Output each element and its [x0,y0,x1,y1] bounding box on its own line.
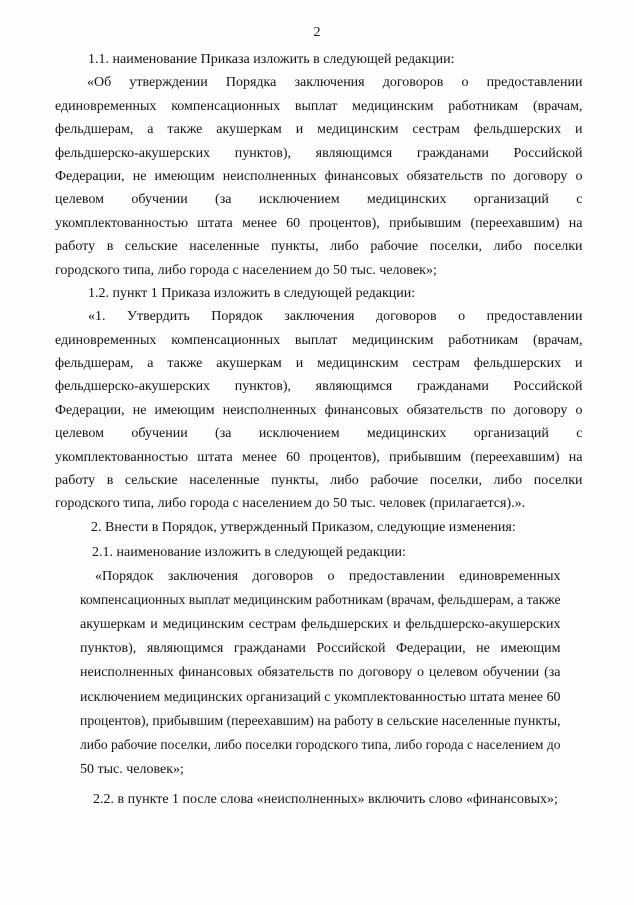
line-text: Федерации, не имеющим неисполненных финансовых обязательств по договору о [55,402,583,418]
line-text: работу в сельские населенные пункты, либо рабочие поселки, либо поселки [55,473,583,489]
clause-1-1 [55,48,583,71]
line-text: единовременных компенсационных выплат медицинским работникам (врачам, [55,98,583,114]
line-text: целевом обучении (за исключением медицинских организаций с [55,426,583,442]
line-text: фельдшерско-акушерских пунктов), являющимся гражданами Российской [55,379,583,395]
line-text: «Об утверждении Порядка заключения договоров о предоставлении [87,75,583,91]
text-line [80,734,561,758]
line-text: фельдшерско-акушерских пунктов), являющимся гражданами Российской [55,145,583,161]
line-text: 2.2. в пункте 1 после слова «неисполненных» включить слово «финансовых»; [93,791,558,807]
line-text: 50 тыс. человек»; [80,761,184,777]
line-text: процентов), прибывшим (переехавшим) на работу в сельские населенные пункты, [80,713,561,729]
text-line [80,710,561,734]
text-line [55,492,583,515]
line-text: работу в сельские населенные пункты, либо рабочие поселки, либо поселки [55,239,583,255]
line-text: фельдшерам, а также акушеркам и медицинским сестрам фельдшерских и [55,122,583,138]
line-text: укомплектованностью штата менее 60 процентов), прибывшим (переехавшим) на [55,449,583,465]
clause-2 [55,516,583,539]
line-text: Федерации, не имеющим неисполненных финансовых обязательств по договору о [55,168,583,184]
text-line [55,329,583,352]
quoted-order-title [55,71,583,282]
text-line [55,305,583,328]
text-line [80,686,561,710]
text-line [80,541,561,565]
line-text: исключением медицинских организаций с укомплектованностью штата менее 60 [80,689,561,705]
text-line [80,589,561,613]
line-text: 2. Внести в Порядок, утвержденный Приказом, следующие изменения: [91,519,516,535]
line-text: 2.1. наименование изложить в следующей редакции: [92,545,406,560]
line-text: городского типа, либо города с населением до 50 тыс. человек (прилагается).». [55,496,526,512]
line-text: «1. Утвердить Порядок заключения договоров о предоставлении [88,309,583,325]
text-line [55,95,583,118]
text-line [55,259,583,282]
document-body-upper [55,48,583,539]
line-text: либо рабочие поселки, либо поселки городского типа, либо города с населением до [80,737,561,753]
text-line [55,71,583,94]
text-line [80,661,561,685]
line-text: «Порядок заключения договоров о предоставлении единовременных [95,569,561,585]
document-body-lower [80,541,561,812]
line-text: целевом обучении (за исключением медицинских организаций с [55,192,583,208]
line-text: компенсационных выплат медицинским работникам (врачам, фельдшерам, а также [80,593,561,609]
clause-2-1 [80,541,561,565]
line-text: 1.1. наименование Приказа изложить в следующей редакции: [88,52,455,67]
text-line [55,118,583,141]
quoted-order-item-1 [55,305,583,516]
line-text: городского типа, либо города с населением до 50 тыс. человек»; [55,262,437,278]
line-text: неисполненных финансовых обязательств по договору о целевом обучении (за [80,665,561,681]
text-line [55,352,583,375]
text-line [55,399,583,422]
text-line [55,165,583,188]
clause-2-2 [80,788,561,812]
text-line [55,446,583,469]
text-line [55,375,583,398]
text-line [55,282,583,305]
line-text: единовременных компенсационных выплат медицинским работникам (врачам, [55,332,583,348]
text-line [80,565,561,589]
page-number: 2 [313,25,321,40]
text-line [80,758,561,782]
text-line [80,613,561,637]
line-text: 1.2. пункт 1 Приказа изложить в следующей редакции: [88,285,416,301]
line-text: фельдшерам, а также акушеркам и медицинским сестрам фельдшерских и [55,356,583,372]
text-line [55,235,583,258]
text-line [55,212,583,235]
text-line [55,516,583,539]
line-text: укомплектованностью штата менее 60 процентов), прибывшим (переехавшим) на [55,215,583,231]
text-line [80,637,561,661]
text-line [80,788,561,812]
text-line [55,48,583,71]
quoted-procedure-title [80,565,561,782]
text-line [55,422,583,445]
text-line [55,469,583,492]
text-line [55,188,583,211]
line-text: пунктов), являющимся гражданами Российской Федерации, не имеющим [80,641,561,657]
line-text: акушеркам и медицинским сестрам фельдшерских и фельдшерско-акушерских [80,617,561,633]
clause-1-2 [55,282,583,305]
text-line [55,142,583,165]
